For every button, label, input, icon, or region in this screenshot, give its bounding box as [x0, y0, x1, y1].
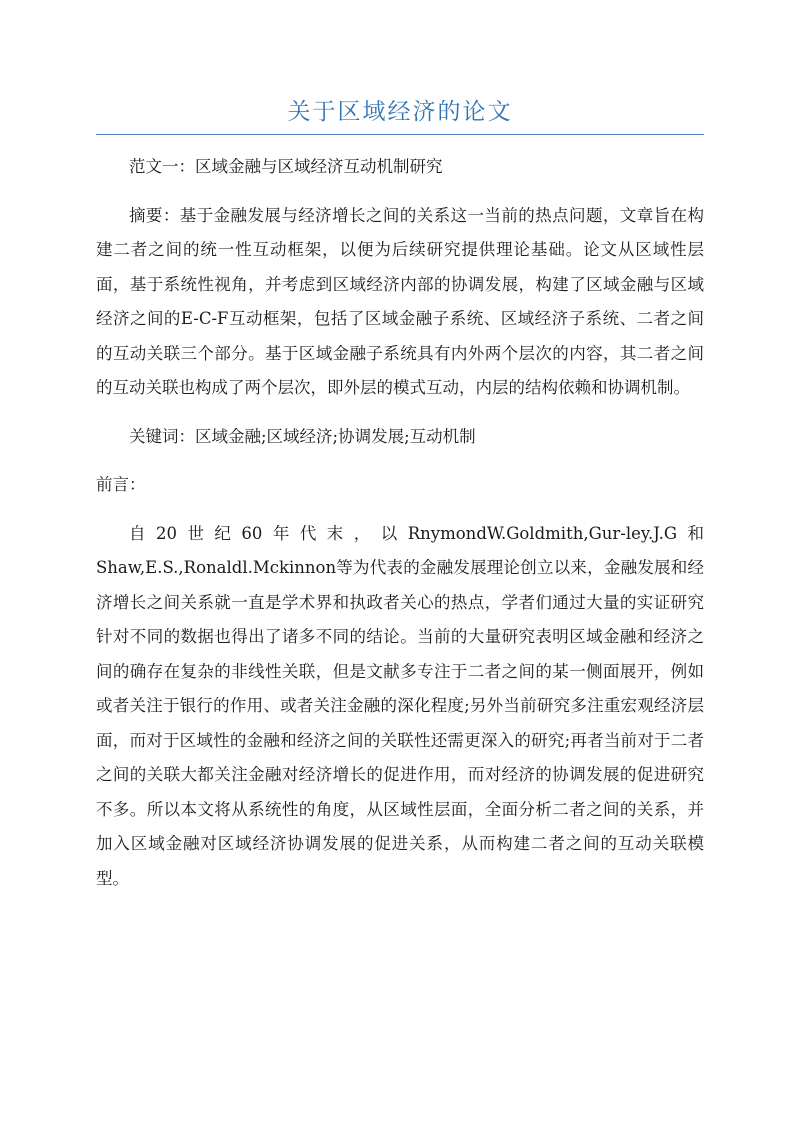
preface-paragraph: 自20世纪60年代末，以RnymondW.Goldmith,Gur-ley.J.G和Shaw,E.S.,Ronaldl.Mckinnon等为代表的金融发展理论创立以来，金融发展和经济增长之间关系就一直是学术界和执政者关心的热点，学者们通过大量的实证研究针对不同的数据也得出了诸多不同的结论。当前的大量研究表明区域金融和经济之间的确存在复杂的非线性关联，但是文献多专注于二者之间的某一侧面展开，例如或者关注于银行的作用、或者关注金融的深化程度;另外当前研究多注重宏观经济层面，而对于区域性的金融和经济之间的关联性还需更深入的研究;再者当前对于二者之间的关联大都关注金融对经济增长的促进作用，而对经济的协调发展的促进研究不多。所以本文将从系统性的角度，从区域性层面，全面分析二者之间的关系，并加入区域金融对区域经济协调发展的促进关系，从而构建二者之间的互动关联模型。 [96, 523, 704, 888]
article-subtitle: 范文一：区域金融与区域经济互动机制研究 [129, 157, 443, 176]
document-title: 关于区域经济的论文 [287, 99, 513, 125]
document-body [96, 150, 704, 910]
keywords-line: 关键词：区域金融;区域经济;协调发展;互动机制 [129, 426, 476, 446]
abstract-paragraph: 摘要：基于金融发展与经济增长之间的关系这一当前的热点问题，文章旨在构建二者之间的统一性互动框架，以便为后续研究提供理论基础。论文从区域性层面，基于系统性视角，并考虑到区域经济内部的协调发展，构建了区域金融与区域经济之间的E-C-F互动框架，包括了区域金融子系统、区域经济子系统、二者之间的互动关联三个部分。基于区域金融子系统具有内外两个层次的内容，其二者之间的互动关联也构成了两个层次，即外层的模式互动，内层的结构依赖和协调机制。 [96, 205, 704, 397]
preface-heading: 前言： [96, 475, 146, 494]
title-underline-divider [96, 134, 704, 135]
